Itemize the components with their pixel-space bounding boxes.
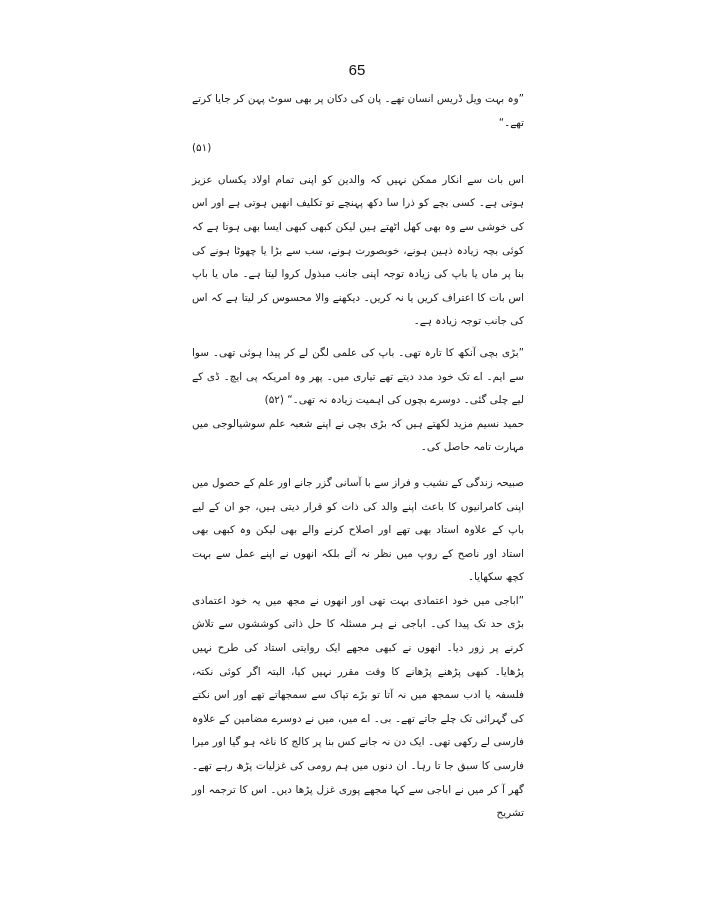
paragraph-2 — [192, 169, 524, 334]
paragraph-text: ”اباجی میں خود اعتمادی بہت تھی اور انھوں نے مجھ میں یہ خود اعتمادی بڑی حد تک پیدا کی۔ اباجی نے ہر مسئلہ کا حل ذاتی کوششوں سے تلاش کرنے پر زور دیا۔ انھوں نے کبھی مجھے ایک روایتی استاد کی طرح نہیں پڑھایا۔ کبھی پڑھنے پڑھانے کا وقت مقرر نہیں کیا، البتہ اگر کوئی نکتہ، فلسفہ یا ادب سمجھ میں نہ آتا تو بڑے تپاک سے سمجھاتے تھے اور اس نکتے کی گہرائی تک چلے جاتے تھے۔ بی۔ اے میں، میں نے دوسرے مضامین کے علاوہ فارسی لے رکھی تھی۔ ایک دن نہ جانے کس بنا پر کالج کا ناغہ ہو گیا اور میرا فارسی کا سبق جا تا رہا۔ ان دنوں میں ہم رومی کی غزلیات پڑھ رہے تھے۔ گھر آ کر میں نے اباجی سے کہا مجھے پوری غزل پڑھا دیں۔ اس کا ترجمہ اور تشریح — [192, 594, 524, 820]
paragraph-text: اس بات سے انکار ممکن نہیں کہ والدین کو اپنی تمام اولاد یکساں عزیز ہوتی ہے۔ کسی بچے کو ذرا سا دکھ پہنچے تو تکلیف انھیں ہوتی ہے اور اس کی خوشی سے وہ بھی کھل اٹھتے ہیں لیکن کبھی کبھی ایسا بھی ہوتا ہے کہ کوئی بچہ زیادہ ذہین ہونے، خوبصورت ہونے، سب سے بڑا یا چھوٹا ہونے کی بنا پر ماں یا باپ کی زیادہ توجہ اپنی جانب مبذول کروا لیتا ہے۔ ماں یا باپ اس بات کا اعتراف کریں یا نہ کریں۔ دیکھنے والا محسوس کر لیتا ہے کہ اس کی جانب توجہ زیادہ ہے۔ — [192, 173, 524, 328]
reference-number: (۵۲) — [264, 394, 284, 407]
quote-paragraph-3 — [192, 342, 524, 413]
paragraph-text: ”وہ بہت ویل ڈریس انسان تھے۔ پان کی دکان پر بھی سوٹ پہن کر جایا کرتے تھے۔“ — [192, 93, 524, 129]
paragraph-text: حمید نسیم مزید لکھتے ہیں کہ بڑی بچی نے اپنے شعبہ علم سوشیالوجی میں مہارت تامہ حاصل کی۔ — [192, 417, 524, 454]
body-text — [192, 88, 524, 826]
page-number: 65 — [348, 62, 366, 79]
reference-number: (۵۱) — [192, 142, 212, 155]
paragraph-text: صبیحہ زندگی کے نشیب و فراز سے با آسانی گزر جانے اور علم کے حصول میں اپنی کامرانیوں کا باعث اپنے والد کی ذات کو قرار دیتی ہیں، جو ان کے لیے باپ کے علاوہ استاد بھی تھے اور اصلاح کرنے والے بھی لیکن وہ کبھی بھی استاد اور ناصح کے روپ میں نظر نہ آئے بلکہ انھوں نے اپنے عمل سے بہت کچھ سکھایا۔ — [192, 476, 524, 584]
quote-paragraph-1 — [192, 88, 524, 161]
paragraph-text: ”بڑی بچی آنکھ کا تارہ تھی۔ باپ کی علمی لگن لے کر پیدا ہوئی تھی۔ سوا سے ایم۔ اے تک خود مدد دیتے تھے تیاری میں۔ پھر وہ امریکہ پی ایچ۔ ڈی کے لیے چلی گئی۔ دوسرے بچوں کی اہمیت زیادہ نہ تھی۔“ — [192, 346, 524, 407]
quote-paragraph-6 — [192, 590, 524, 826]
paragraph-4 — [192, 413, 524, 460]
paragraph-5 — [192, 472, 524, 590]
